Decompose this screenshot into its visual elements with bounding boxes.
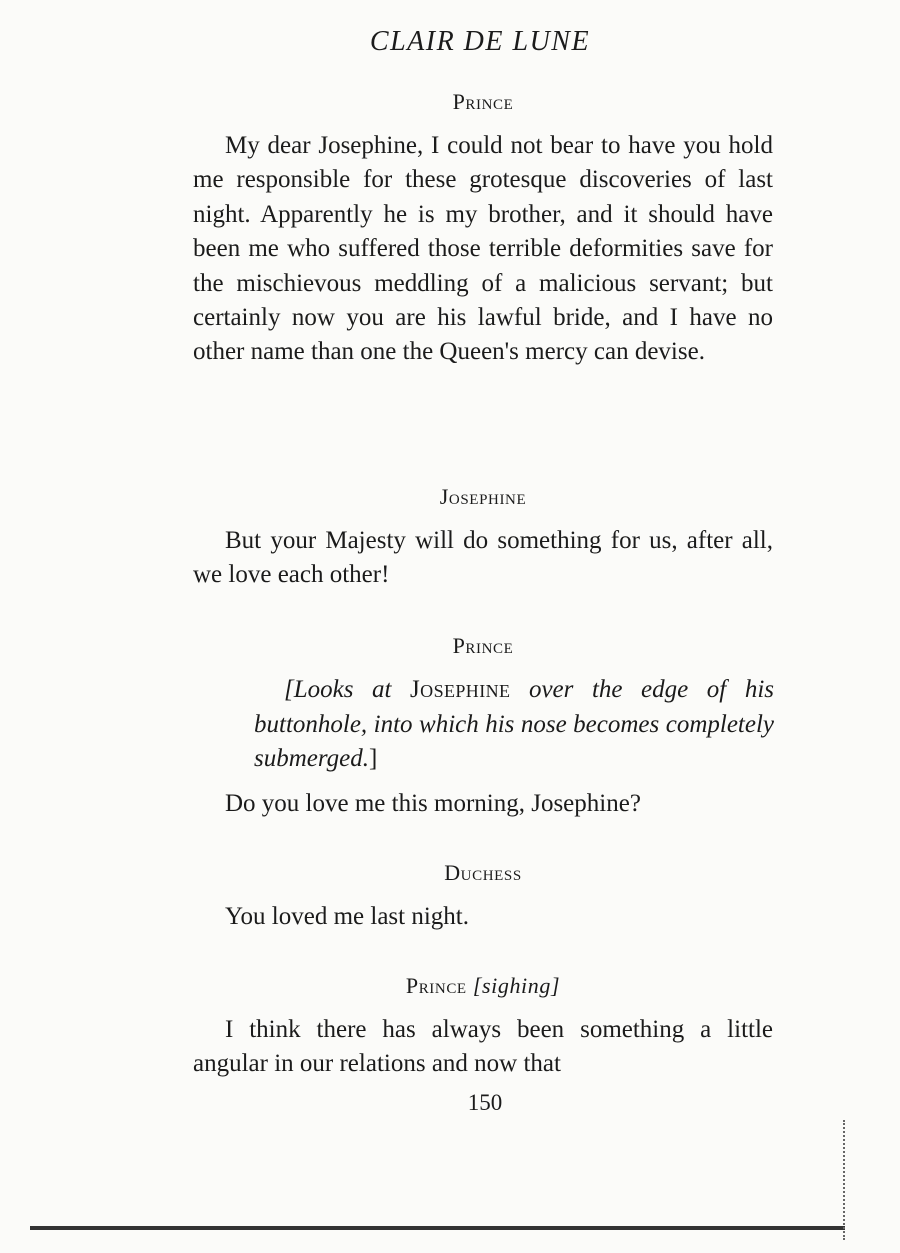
running-head: CLAIR DE LUNE	[369, 26, 591, 57]
scan-edge-mark	[843, 1120, 848, 1240]
stage-direction	[254, 673, 774, 777]
dialogue-paragraph: I think there has always been something a little angular in our relations and now that	[193, 1016, 773, 1078]
speaker-name: Prince	[452, 89, 514, 114]
speaker-heading	[0, 973, 900, 999]
dialogue-paragraph: Do you love me this morning, Josephine?	[225, 790, 641, 817]
scan-edge-rule	[30, 1226, 845, 1230]
dialogue-paragraph: My dear Josephine, I could not bear to have you hold me responsible for these grotesque discoveries of last night. Apparently he is my brother, and it should have been me who suffered those terrible deformities save for the mischievous meddling of a malicious servant; but certainly now you are his lawful bride, and I have no other name than one the Queen's mercy can devise.	[193, 132, 773, 366]
dialogue-paragraph: But your Majesty will do something for us, after all, we love each other!	[193, 527, 773, 589]
bracket: [	[284, 676, 294, 703]
speaker-direction: [sighing]	[472, 973, 561, 998]
page-number: 150	[467, 1090, 503, 1115]
direction-text: over the edge of his buttonhole, into which his nose becomes completely submerged.	[254, 676, 774, 772]
character-name: Josephine	[410, 676, 511, 703]
speaker-name: Prince	[405, 973, 467, 998]
speaker-name: Prince	[452, 633, 514, 658]
bracket: ]	[369, 745, 378, 772]
dialogue-paragraph: You loved me last night.	[225, 903, 469, 930]
direction-text: Looks at	[293, 676, 411, 703]
speaker-name: Josephine	[439, 484, 527, 509]
speaker-name: Duchess	[444, 860, 522, 885]
